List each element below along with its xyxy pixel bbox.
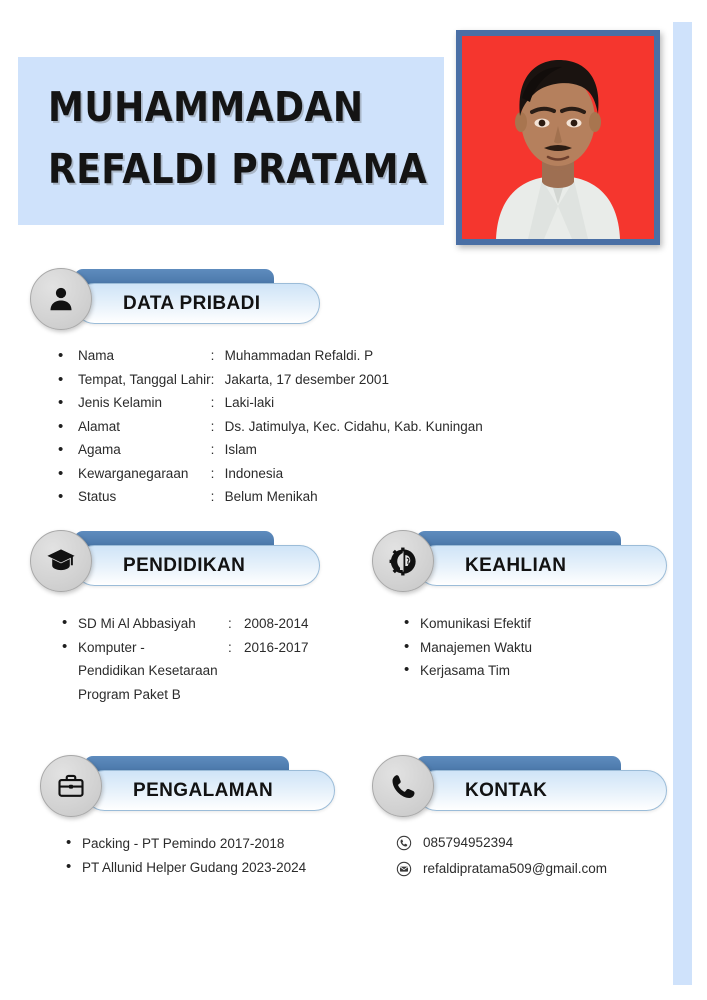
field-label: Alamat <box>78 418 121 434</box>
section-header-education <box>30 530 320 592</box>
contact-email-value: refaldipratama509@gmail.com <box>423 861 608 877</box>
table-row <box>58 462 483 486</box>
bullet-icon <box>58 489 63 504</box>
phone-circle-icon <box>396 835 412 851</box>
bullet-icon <box>58 442 63 457</box>
section-title-education: PENDIDIKAN <box>123 554 246 576</box>
table-row <box>58 438 483 462</box>
section-header-experience <box>40 755 330 817</box>
skills-list <box>400 612 532 683</box>
banner-front-skills <box>416 545 667 586</box>
education-name: • Komputer - <box>78 639 145 655</box>
field-label: Tempat, Tanggal Lahir <box>78 371 211 387</box>
list-item <box>58 636 309 660</box>
person-icon <box>30 268 92 330</box>
section-header-skills <box>372 530 662 592</box>
bullet-icon <box>58 348 63 363</box>
field-value: Ds. Jatimulya, Kec. Cidahu, Kab. Kuningan <box>224 418 483 434</box>
field-label: Nama <box>78 348 115 363</box>
field-separator: : <box>210 442 215 457</box>
education-name: • SD Mi Al Abbasiyah <box>78 616 196 631</box>
banner-front-education <box>74 545 320 586</box>
phone-icon <box>372 755 434 817</box>
name-line-1: MUHAMMADAN <box>48 83 364 131</box>
field-separator: : <box>210 465 215 481</box>
education-date: 2008-2014 <box>244 616 309 631</box>
bullet-icon <box>58 419 63 434</box>
profile-photo <box>456 30 660 245</box>
field-value: Belum Menikah <box>224 489 318 504</box>
name-line-2: REFALDI PRATAMA <box>48 145 428 193</box>
education-detail-line: Pendidikan Kesetaraan <box>78 663 218 678</box>
briefcase-icon <box>40 755 102 817</box>
page-title <box>48 76 448 200</box>
experience-items <box>62 832 306 879</box>
education-separator: : <box>228 639 232 655</box>
list-item: • Manajemen Waktu <box>400 636 532 660</box>
banner-front-personal <box>74 283 320 324</box>
personal-data-list <box>58 344 483 509</box>
education-separator: : <box>228 616 232 631</box>
list-item: • Kerjasama Tim <box>400 659 532 683</box>
table-row <box>58 344 483 368</box>
education-row <box>78 636 309 660</box>
section-header-contact <box>372 755 662 817</box>
banner-front-experience <box>84 770 335 811</box>
section-header-personal <box>30 268 320 330</box>
field-value: Jakarta, 17 desember 2001 <box>224 371 389 387</box>
field-separator: : <box>210 395 215 410</box>
education-row <box>78 612 309 636</box>
personal-data-table <box>58 344 483 509</box>
section-title-skills: KEAHLIAN <box>465 554 567 576</box>
section-title-contact: KONTAK <box>465 779 548 801</box>
field-value: Indonesia <box>224 465 284 481</box>
field-label: Jenis Kelamin <box>78 395 163 410</box>
education-date: 2016-2017 <box>244 639 309 655</box>
list-item: • PT Allunid Helper Gudang 2023-2024 <box>62 856 306 880</box>
field-label: Status <box>78 489 117 504</box>
contact-phone <box>396 830 607 856</box>
bullet-icon <box>58 395 63 410</box>
field-separator: : <box>210 371 215 387</box>
field-value: Islam <box>224 442 257 457</box>
section-title-experience: PENGALAMAN <box>133 779 274 801</box>
contact-email <box>396 856 607 882</box>
email-circle-icon <box>396 861 412 877</box>
field-label: Agama <box>78 442 121 457</box>
table-row <box>58 368 483 392</box>
education-items <box>58 612 309 706</box>
list-item <box>58 612 309 636</box>
education-detail-line: Program Paket B <box>78 686 181 702</box>
table-row <box>58 485 483 509</box>
field-label: Kewarganegaraan <box>78 465 189 481</box>
graduation-cap-icon <box>30 530 92 592</box>
photo-inner <box>462 36 654 239</box>
list-item: • Komunikasi Efektif <box>400 612 532 636</box>
portrait-illustration <box>462 36 654 239</box>
banner-front-contact <box>416 770 667 811</box>
field-separator: : <box>210 489 215 504</box>
bullet-icon <box>58 372 63 387</box>
experience-list <box>62 832 306 879</box>
right-accent-strip <box>673 22 692 985</box>
skills-items <box>400 612 532 683</box>
contact-list <box>396 830 607 882</box>
list-item: • Packing - PT Pemindo 2017-2018 <box>62 832 306 856</box>
field-value: Laki-laki <box>224 395 275 410</box>
bullet-icon <box>58 466 63 481</box>
field-separator: : <box>210 348 215 363</box>
table-row <box>58 391 483 415</box>
education-list <box>58 612 309 706</box>
table-row <box>58 415 483 439</box>
section-title-personal: DATA PRIBADI <box>123 292 261 314</box>
field-separator: : <box>210 418 215 434</box>
gear-bulb-icon <box>372 530 434 592</box>
field-value: Muhammadan Refaldi. P <box>224 348 374 363</box>
contact-phone-value: 085794952394 <box>423 835 514 851</box>
